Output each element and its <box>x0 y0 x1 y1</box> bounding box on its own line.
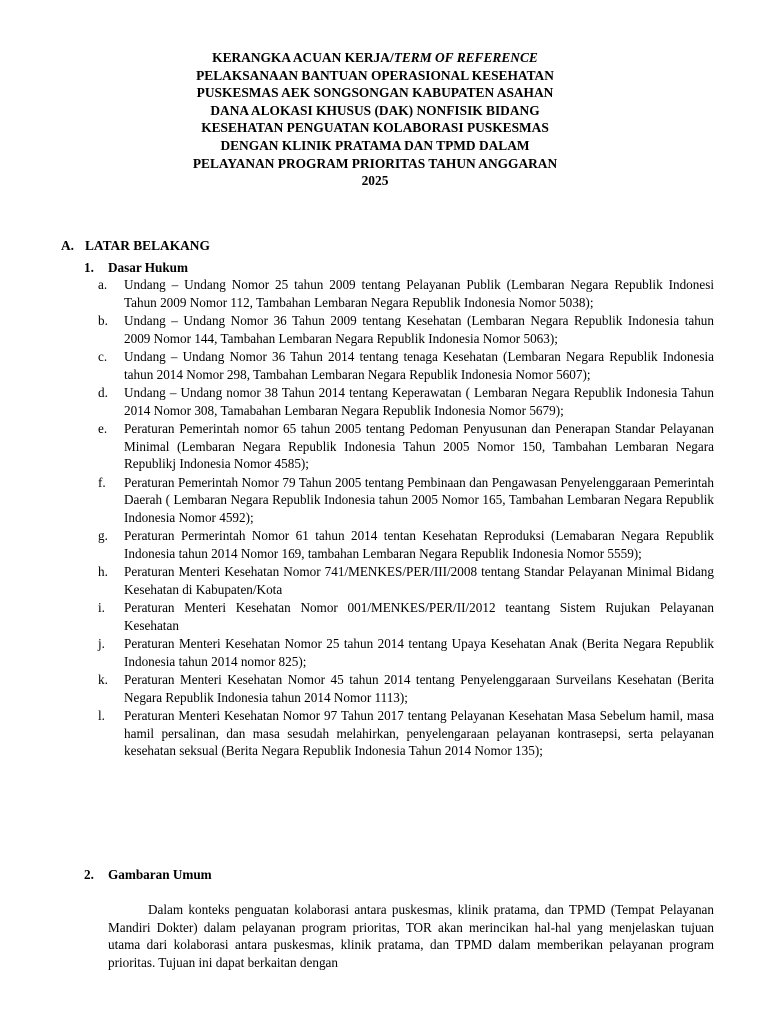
list-item-text: Undang – Undang Nomor 36 Tahun 2009 tentang Kesehatan (Lembaran Negara Republik Indonesia tahun 2009 Nomor 144, Tambahan Lembaran Negara Republik Indonesia Nomor 5063); <box>124 313 714 346</box>
list-item <box>98 671 714 706</box>
list-item-text: Peraturan Pemerintah nomor 65 tahun 2005 tentang Pedoman Penyusunan dan Penerapan Standar Pelayanan Minimal (Lembaran Negara Republik Indonesia Tahun 2005 Nomor 150, Tambahan Lembaran Negara Republikj Indonesia Nomor 4585); <box>124 421 714 471</box>
list-item <box>98 312 714 347</box>
list-item-marker: d. <box>98 385 108 400</box>
legal-basis-list <box>98 276 714 761</box>
list-item <box>98 707 714 760</box>
list-item-marker: c. <box>98 349 108 364</box>
title-line-1: KERANGKA ACUAN KERJA/TERM OF REFERENCE <box>212 50 538 65</box>
title-line-5: KESEHATAN PENGUATAN KOLABORASI PUSKESMAS <box>201 120 549 136</box>
list-item-text: Peraturan Permerintah Nomor 61 tahun 2014 tentan Kesehatan Reproduksi (Lemabaran Negara Republik Indonesia tahun 2014 Nomor 169, tambahan Lembaran Negara Republik Indonesia Nomor 5559); <box>124 528 714 561</box>
list-item-marker: l. <box>98 708 105 723</box>
subheading-number: 2. <box>84 867 94 882</box>
title-line-7: PELAYANAN PROGRAM PRIORITAS TAHUN ANGGARAN <box>192 155 558 171</box>
subheading-number: 1. <box>84 260 94 275</box>
list-item-marker: e. <box>98 421 108 436</box>
list-item <box>98 563 714 598</box>
list-item <box>98 420 714 473</box>
list-item-marker: f. <box>98 474 106 490</box>
list-item-text: Undang – Undang Nomor 25 tahun 2009 tentang Pelayanan Publik (Lembaran Negara Republik Indonesi Tahun 2009 Nomor 112, Tambahan Lembaran Negara Republik Indonesia Nomor 5038); <box>124 277 714 310</box>
title-italic: TERM OF REFERENCE <box>393 50 538 65</box>
title-line-4: DANA ALOKASI KHUSUS (DAK) NONFISIK BIDANG <box>210 102 540 118</box>
list-item-text: Peraturan Pemerintah Nomor 79 Tahun 2005 tentang Pembinaan dan Pengawasan Penyelenggaraan Pemerintah Daerah ( Lembaran Negara Republik Indonesia tahun 2005 Nomor 165, Tambahan Lembaran Negara Republik Indonesia Nomor 4592); <box>124 474 714 525</box>
list-item <box>98 474 714 527</box>
list-item-marker: a. <box>98 277 108 292</box>
section-label: LATAR BELAKANG <box>85 238 210 253</box>
overview-paragraph: Dalam konteks penguatan kolaborasi antara puskesmas, klinik pratama, dan TPMD (Tempat Pelayanan Mandiri Dokter) dalam pelayanan program prioritas, TOR akan merincikan hal-hal yang menjelaskan tujuan utama dari kolaborasi antara puskesmas, klinik pratama, dan TPMD dalam memberikan pelayanan program prioritas. Tujuan ini dapat berkaitan dengan <box>108 902 714 970</box>
subheading-gambaran-umum <box>84 866 212 884</box>
document-title <box>110 49 640 190</box>
list-item-text: Undang – Undang nomor 38 Tahun 2014 tentang Keperawatan ( Lembaran Negara Republik Indonesia Tahun 2014 Nomor 308, Tamabahan Lembaran Negara Republik Indonesia Nomor 5679); <box>124 385 714 418</box>
list-item <box>98 384 714 419</box>
section-number: A. <box>61 238 75 253</box>
title-line-3: PUSKESMAS AEK SONGSONGAN KABUPATEN ASAHAN <box>196 85 554 101</box>
list-item-marker: i. <box>98 600 105 615</box>
list-item <box>98 348 714 383</box>
list-item-text: Undang – Undang Nomor 36 Tahun 2014 tentang tenaga Kesehatan (Lembaran Negara Republik Indonesia tahun 2014 Nomor 298, Tambahan Lembaran Negara Republik Indonesia Nomor 5607); <box>124 349 714 382</box>
list-item <box>98 527 714 562</box>
list-item <box>98 276 714 311</box>
title-line-2: PELAKSANAAN BANTUAN OPERASIONAL KESEHATAN <box>196 67 554 83</box>
list-item-text: Peraturan Menteri Kesehatan Nomor 001/MENKES/PER/II/2012 teantang Sistem Rujukan Pelayanan Kesehatan <box>124 600 714 633</box>
list-item-marker: g. <box>98 528 108 543</box>
section-heading-latar-belakang <box>61 237 210 255</box>
list-item-text: Peraturan Menteri Kesehatan Nomor 97 Tahun 2017 tentang Pelayanan Kesehatan Masa Sebelum hamil, masa hamil persalinan, dan masa sesudah melahirkan, penyelengaraan pelayanan kontrasepsi, serta pelayanan kesehatan seksual (Berita Negara Republik Indonesia Tahun 2014 Nomor 135); <box>124 708 714 758</box>
title-line-6: DENGAN KLINIK PRATAMA DAN TPMD DALAM <box>220 137 530 153</box>
list-item-marker: b. <box>98 313 108 328</box>
list-item <box>98 599 714 634</box>
subheading-dasar-hukum <box>84 259 188 277</box>
list-item-marker: k. <box>98 672 108 687</box>
list-item-text: Peraturan Menteri Kesehatan Nomor 45 tahun 2014 tentang Penyelenggaraan Surveilans Kesehatan (Berita Negara Republik Indonesia tahun 2014 Nomor 1113); <box>124 672 714 705</box>
subheading-label: Gambaran Umum <box>108 867 212 882</box>
list-item <box>98 635 714 670</box>
list-item-text: Peraturan Menteri Kesehatan Nomor 25 tahun 2014 tentang Upaya Kesehatan Anak (Berita Negara Republik Indonesia tahun 2014 nomor 825); <box>124 636 714 669</box>
list-item-marker: h. <box>98 564 108 579</box>
list-item-marker: j. <box>98 636 105 651</box>
subheading-label: Dasar Hukum <box>108 260 189 275</box>
list-item-text: Peraturan Menteri Kesehatan Nomor 741/MENKES/PER/III/2008 tentang Standar Pelayanan Minimal Bidang Kesehatan di Kabupaten/Kota <box>124 564 714 597</box>
title-line-8: 2025 <box>361 173 389 189</box>
